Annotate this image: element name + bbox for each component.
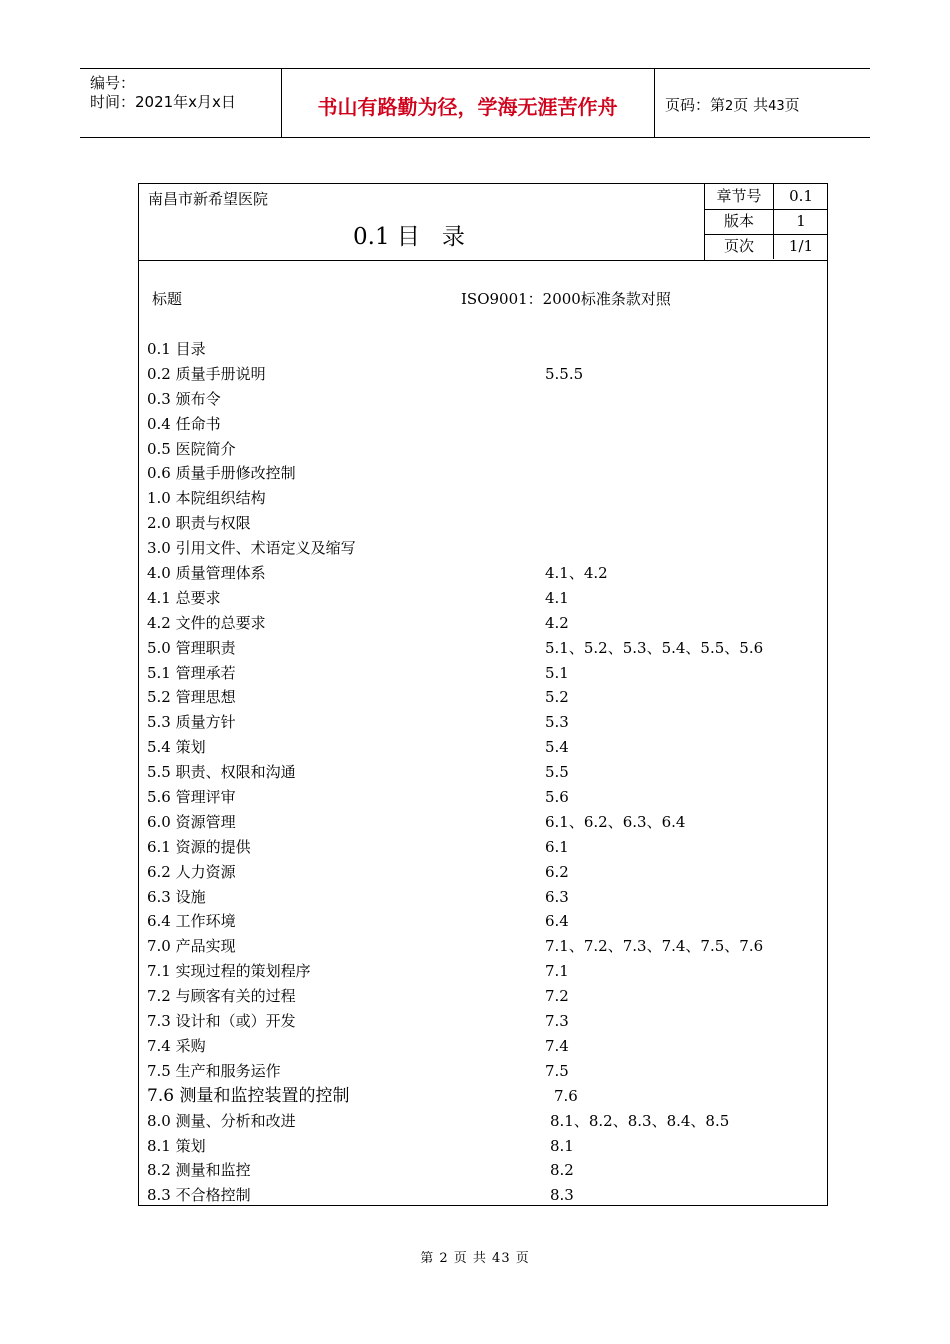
toc-row [147, 536, 817, 561]
toc-section: 0.5 医院简介 [147, 439, 236, 458]
toc-iso-clause: 5.1 [545, 663, 569, 682]
toc-row [147, 1183, 817, 1208]
toc-section: 6.1 资源的提供 [147, 837, 251, 856]
toc-section: 7.0 产品实现 [147, 937, 236, 956]
toc-section: 0.3 颁布令 [147, 389, 221, 408]
document-title: 0.1 目 录 [353, 224, 465, 250]
toc-section: 4.2 文件的总要求 [147, 613, 266, 632]
toc-row [147, 387, 817, 412]
toc-iso-clause: 5.6 [545, 788, 569, 807]
toc-iso-clause: 4.1 [545, 588, 569, 607]
toc-row [147, 860, 817, 885]
toc-iso-clause: 5.2 [545, 688, 569, 707]
toc-section: 7.6 测量和监控装置的控制 [147, 1085, 350, 1106]
toc-iso-clause: 7.2 [545, 987, 569, 1006]
toc-iso-clause: 6.2 [545, 862, 569, 881]
toc-section: 0.4 任命书 [147, 414, 221, 433]
toc-iso-clause: 4.1、4.2 [545, 564, 608, 583]
toc-row [147, 461, 817, 486]
toc-row [147, 710, 817, 735]
meta-value: 0.1 [789, 187, 813, 205]
toc-section: 5.3 质量方针 [147, 713, 236, 732]
toc-section: 5.6 管理评审 [147, 788, 236, 807]
toc-iso-clause: 5.1、5.2、5.3、5.4、5.5、5.6 [545, 638, 764, 657]
toc-iso-clause: 6.1 [545, 837, 569, 856]
toc-row [147, 810, 817, 835]
toc-list [147, 337, 817, 1208]
meta-row-chapter [705, 184, 828, 210]
meta-value: 1/1 [788, 237, 814, 255]
toc-row [147, 611, 817, 636]
toc-section: 2.0 职责与权限 [147, 514, 251, 533]
toc-section: 8.0 测量、分析和改进 [147, 1111, 296, 1130]
document-number-label: 编号： [90, 74, 136, 92]
toc-section: 7.5 生产和服务运作 [147, 1061, 281, 1080]
document-meta-table [704, 184, 828, 260]
column-header-iso: ISO9001：2000标准条款对照 [461, 290, 671, 308]
toc-row [147, 984, 817, 1009]
toc-row [147, 1009, 817, 1034]
header-page-number: 页码：第2页 共43页 [665, 96, 800, 114]
toc-section: 7.2 与顾客有关的过程 [147, 987, 296, 1006]
toc-section: 6.2 人力资源 [147, 862, 236, 881]
toc-row [147, 412, 817, 437]
toc-section: 5.4 策划 [147, 738, 206, 757]
toc-section: 6.3 设施 [147, 887, 206, 906]
toc-row [147, 1134, 817, 1159]
toc-section: 8.2 测量和监控 [147, 1161, 251, 1180]
header-motto-cell [281, 69, 655, 137]
toc-section: 5.1 管理承若 [147, 663, 236, 682]
toc-section: 1.0 本院组织结构 [147, 489, 266, 508]
toc-iso-clause: 8.3 [550, 1186, 574, 1205]
toc-iso-clause: 8.2 [550, 1161, 574, 1180]
toc-row [147, 636, 817, 661]
toc-iso-clause: 7.3 [545, 1012, 569, 1031]
toc-row [147, 661, 817, 686]
toc-section: 8.3 不合格控制 [147, 1186, 251, 1205]
toc-iso-clause: 4.2 [545, 613, 569, 632]
page-footer: 第 2 页 共 43 页 [420, 1251, 530, 1266]
meta-key: 页次 [705, 234, 774, 259]
toc-row [147, 760, 817, 785]
header-page-cell [655, 69, 870, 137]
toc-section: 6.4 工作环境 [147, 912, 236, 931]
toc-row [147, 337, 817, 362]
column-header-title: 标题 [152, 290, 183, 308]
toc-row [147, 934, 817, 959]
toc-row [147, 511, 817, 536]
meta-key: 版本 [705, 209, 774, 234]
toc-iso-clause: 8.1、8.2、8.3、8.4、8.5 [550, 1111, 730, 1130]
toc-row [147, 735, 817, 760]
toc-row [147, 835, 817, 860]
toc-section: 4.1 总要求 [147, 588, 221, 607]
toc-iso-clause: 6.3 [545, 887, 569, 906]
toc-row [147, 959, 817, 984]
header-info-cell [80, 69, 282, 137]
toc-section: 0.1 目录 [147, 340, 206, 358]
toc-row [147, 1034, 817, 1059]
toc-iso-clause: 7.5 [545, 1061, 569, 1080]
meta-key: 章节号 [705, 184, 774, 209]
page-header [80, 68, 870, 138]
toc-row [147, 561, 817, 586]
toc-iso-clause: 5.4 [545, 738, 569, 757]
document-time-label: 时间：2021年x月x日 [90, 93, 236, 111]
toc-iso-clause: 5.3 [545, 713, 569, 732]
toc-section: 5.0 管理职责 [147, 638, 236, 657]
toc-section: 7.3 设计和（或）开发 [147, 1012, 296, 1031]
toc-row [147, 362, 817, 387]
toc-iso-clause: 6.4 [545, 912, 569, 931]
toc-row [147, 486, 817, 511]
header-motto: 书山有路勤为径，学海无涯苦作舟 [317, 95, 618, 119]
toc-row [147, 586, 817, 611]
toc-iso-clause: 7.1、7.2、7.3、7.4、7.5、7.6 [545, 937, 764, 956]
toc-iso-clause: 7.6 [554, 1086, 578, 1105]
toc-row [147, 685, 817, 710]
toc-row [147, 1059, 817, 1084]
meta-row-version [705, 209, 828, 235]
toc-section: 4.0 质量管理体系 [147, 564, 266, 583]
organization-name: 南昌市新希望医院 [148, 190, 269, 208]
toc-row [147, 885, 817, 910]
meta-value: 1 [796, 212, 806, 230]
toc-section: 7.4 采购 [147, 1036, 206, 1055]
toc-row [147, 1158, 817, 1183]
toc-section: 0.6 质量手册修改控制 [147, 464, 296, 483]
toc-row [147, 1084, 817, 1109]
toc-section: 5.5 职责、权限和沟通 [147, 763, 296, 782]
toc-iso-clause: 7.1 [545, 962, 569, 981]
toc-iso-clause: 8.1 [550, 1136, 574, 1155]
toc-iso-clause: 5.5.5 [545, 364, 584, 383]
toc-row [147, 785, 817, 810]
document-table [138, 183, 828, 1206]
toc-section: 3.0 引用文件、术语定义及缩写 [147, 539, 356, 558]
meta-row-page [705, 234, 828, 259]
toc-iso-clause: 6.1、6.2、6.3、6.4 [545, 812, 686, 831]
toc-iso-clause: 5.5 [545, 763, 569, 782]
toc-row [147, 437, 817, 462]
toc-section: 0.2 质量手册说明 [147, 364, 266, 383]
document-title-bar [139, 184, 827, 261]
toc-section: 7.1 实现过程的策划程序 [147, 962, 311, 981]
toc-section: 8.1 策划 [147, 1136, 206, 1155]
toc-row [147, 1109, 817, 1134]
toc-row [147, 909, 817, 934]
toc-section: 5.2 管理思想 [147, 688, 236, 707]
toc-iso-clause: 7.4 [545, 1036, 569, 1055]
toc-section: 6.0 资源管理 [147, 812, 236, 831]
